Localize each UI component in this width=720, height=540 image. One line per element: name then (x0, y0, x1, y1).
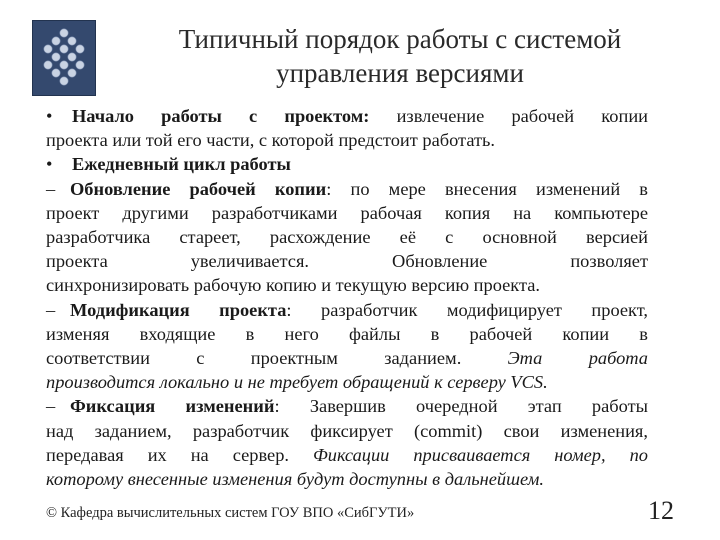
page-number: 12 (648, 496, 674, 525)
title-line-1: Типичный порядок работы с системой (178, 24, 622, 54)
bullet-marker: • (46, 106, 53, 126)
dash-item-commit-changes: – Фиксация изменений: Завершив очередной этап работы над заданием, разработчик фиксирует (commit) свои изменения, передавая их на сервер. Фиксации присваивается номер, по которому внесенные изменения будут доступны в дальнейшем. (46, 396, 648, 490)
title-line-2: управления версиями (276, 58, 524, 88)
dash-marker: – (46, 299, 56, 320)
slide-title (100, 22, 700, 90)
diamond-grid-logo-icon (32, 20, 96, 96)
slide-content (46, 104, 648, 491)
bullet-marker: • (46, 154, 53, 175)
dash-marker: – (46, 178, 56, 199)
footer-copyright: © Кафедра вычислительных систем ГОУ ВПО «СибГУТИ» (46, 505, 415, 521)
bullet-item-project-start: • Начало работы с проектом: извлечение рабочей копии проекта или той его части, с которой предстоит работать. (46, 106, 649, 151)
dash-item-project-modification: – Модификация проекта: разработчик модифицирует проект, изменяя входящие в него файлы в рабочей копии в соответствии с проектным заданием. Эта работа производится локально и не требует обращений к серверу VCS. (46, 299, 648, 393)
dash-item-update-working-copy: – Обновление рабочей копии: по мере внесения изменений в проект другими разработчиками рабочая копия на компьютере разработчика стареет, расхождение её с основной версией проекта увеличивается. Обновление позволяет синхронизировать рабочую копию и текущую версию проекта. (46, 178, 648, 296)
dash-marker: – (46, 396, 56, 417)
bullet-item-daily-cycle: • Ежедневный цикл работы (46, 152, 648, 176)
